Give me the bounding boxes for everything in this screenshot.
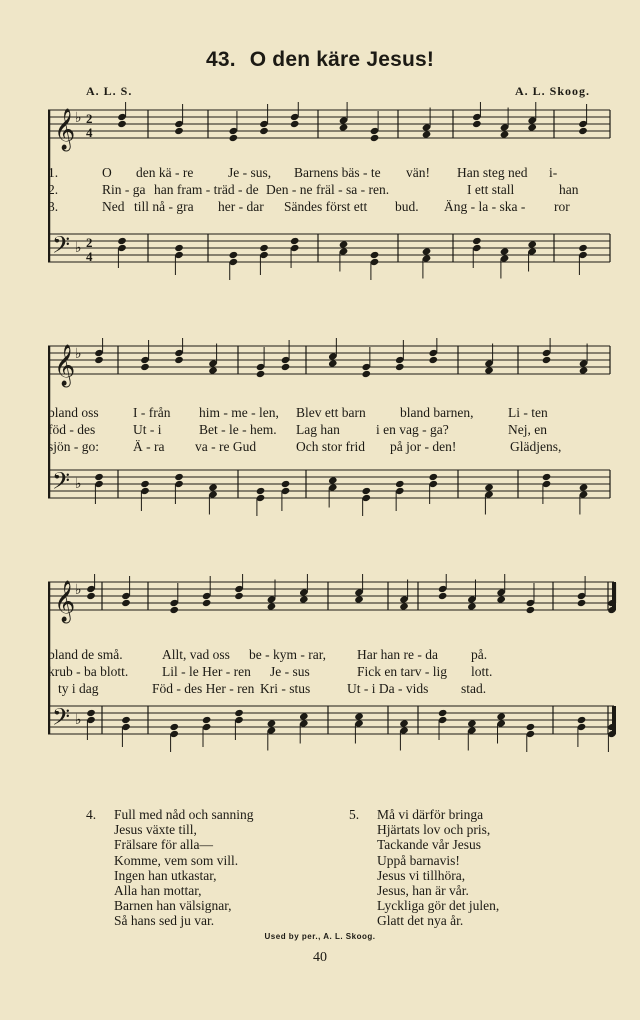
notehead bbox=[267, 602, 277, 610]
lyric-syllables: på jor - den! bbox=[390, 439, 457, 454]
stanza-line: Tackande vår Jesus bbox=[377, 837, 482, 853]
lyric-syllables: Barnens bäs - te bbox=[294, 165, 381, 180]
notehead bbox=[256, 487, 266, 495]
notehead bbox=[399, 602, 409, 610]
notehead bbox=[86, 592, 96, 600]
notehead bbox=[579, 366, 589, 374]
system-1-lyric-line-3 bbox=[48, 198, 618, 215]
notehead bbox=[229, 251, 239, 259]
notehead bbox=[467, 602, 477, 610]
lyric-syllables: Och stor frid bbox=[296, 439, 365, 454]
notehead bbox=[94, 356, 104, 364]
notehead bbox=[256, 370, 266, 378]
stanza-line: Barnen han välsignar, bbox=[114, 898, 232, 914]
system-2-lyric-line-1 bbox=[48, 404, 618, 421]
words-credit: A. L. S. bbox=[86, 84, 133, 98]
notehead bbox=[438, 592, 448, 600]
lyric-syllables: bland barnen, bbox=[400, 405, 474, 420]
lyric-syllables: Rin - ga bbox=[102, 182, 146, 197]
bass-clef-icon: 𝄢 bbox=[52, 231, 71, 264]
lyric-syllables: Har han re - da bbox=[357, 647, 438, 662]
stanza-line: Hjärtats lov och pris, bbox=[377, 822, 491, 838]
treble-clef-icon: 𝄞 bbox=[54, 109, 76, 150]
notehead bbox=[328, 476, 338, 484]
lyric-syllables: vän! bbox=[406, 165, 430, 180]
notehead bbox=[86, 709, 96, 717]
lyric-syllables: Ut - i Da - vids bbox=[347, 681, 429, 696]
hymn-title-text: O den käre Jesus! bbox=[249, 48, 435, 71]
lyric-syllables: bland oss bbox=[48, 405, 99, 420]
notehead bbox=[496, 712, 506, 720]
notehead bbox=[208, 483, 218, 491]
notehead bbox=[370, 134, 380, 142]
notehead bbox=[354, 712, 364, 720]
lyric-syllables: Lag han bbox=[296, 422, 340, 437]
lyric-syllables: föd - des bbox=[48, 422, 96, 437]
lyric-syllables: Sändes först ett bbox=[284, 199, 368, 214]
lyric-syllables: Föd - des Her - ren bbox=[152, 681, 255, 696]
lyric-syllables: Nej, en bbox=[508, 422, 547, 437]
lyric-syllables: him - me - len, bbox=[199, 405, 279, 420]
notehead bbox=[234, 709, 244, 717]
notehead bbox=[496, 595, 506, 603]
stanza-lines bbox=[377, 807, 617, 929]
lyric-syllables: Li - ten bbox=[508, 405, 548, 420]
notehead bbox=[169, 723, 179, 731]
notehead bbox=[299, 595, 309, 603]
stanza-lines bbox=[114, 807, 354, 929]
system-1-lyric-line-1 bbox=[48, 164, 618, 181]
notehead bbox=[542, 473, 552, 481]
lyric-syllables: på. bbox=[471, 647, 488, 662]
notehead bbox=[354, 595, 364, 603]
lyric-syllables: den kä - re bbox=[136, 165, 194, 180]
lyric-syllables: ror bbox=[554, 199, 570, 214]
treble-clef-icon: 𝄞 bbox=[54, 581, 76, 622]
notehead bbox=[281, 363, 291, 371]
stanza-number: 4. bbox=[86, 807, 97, 822]
stanza-4 bbox=[86, 807, 346, 937]
lyric-syllables: krub - ba blott. bbox=[48, 664, 129, 679]
notehead bbox=[395, 363, 405, 371]
lyric-syllables: Glädjens, bbox=[510, 439, 562, 454]
lyric-syllables: be - kym - rar, bbox=[249, 647, 327, 662]
usage-credit: Used by per., A. L. Skoog. bbox=[264, 932, 376, 941]
system-2-lyric-line-2 bbox=[48, 421, 618, 438]
lyric-syllables: Kri - stus bbox=[260, 681, 311, 696]
stanza-line: Jesus växte till, bbox=[114, 822, 197, 838]
notehead bbox=[542, 356, 552, 364]
stanza-line: Full med nåd och sanning bbox=[114, 807, 254, 822]
bass-clef-icon: 𝄢 bbox=[52, 703, 71, 736]
notehead bbox=[140, 480, 150, 488]
lyric-syllables: her - dar bbox=[218, 199, 264, 214]
time-signature-numerator: 2 bbox=[86, 235, 93, 250]
lyric-syllables: Bet - le - hem. bbox=[199, 422, 277, 437]
notehead bbox=[472, 120, 482, 128]
notehead bbox=[361, 370, 371, 378]
lyric-syllables: Äng - la - ska - bbox=[444, 199, 526, 214]
lyric-syllables: bland de små. bbox=[48, 647, 123, 662]
system-1-lyric-line-2 bbox=[48, 181, 618, 198]
time-signature-denominator: 4 bbox=[86, 249, 93, 264]
time-signature-denominator: 4 bbox=[86, 125, 93, 140]
notehead bbox=[428, 356, 438, 364]
lyric-syllables: Den - ne bbox=[266, 182, 313, 197]
verse-number: 3. bbox=[48, 199, 59, 214]
notehead bbox=[578, 244, 588, 252]
time-signature-numerator: 2 bbox=[86, 111, 93, 126]
system-3-lyric-line-2 bbox=[48, 663, 618, 680]
notehead bbox=[526, 606, 536, 614]
notehead bbox=[395, 480, 405, 488]
lyric-syllables: stad. bbox=[461, 681, 487, 696]
lyric-syllables: Ned bbox=[102, 199, 125, 214]
lyric-syllables: lott. bbox=[471, 664, 493, 679]
lyric-syllables: Han steg ned bbox=[457, 165, 528, 180]
notehead bbox=[290, 120, 300, 128]
stanza-line: Alla han mottar, bbox=[114, 883, 202, 899]
notehead bbox=[438, 709, 448, 717]
notehead bbox=[399, 719, 409, 727]
lyric-syllables: Blev ett barn bbox=[296, 405, 366, 420]
notehead bbox=[484, 366, 494, 374]
notehead bbox=[234, 592, 244, 600]
notehead bbox=[577, 599, 587, 607]
notehead bbox=[290, 237, 300, 245]
treble-clef-icon: 𝄞 bbox=[54, 345, 76, 386]
lyric-syllables: Allt, vad oss bbox=[162, 647, 230, 662]
notehead bbox=[578, 127, 588, 135]
notehead bbox=[174, 356, 184, 364]
notehead bbox=[117, 237, 127, 245]
lyric-syllables: sjön - go: bbox=[48, 439, 100, 454]
stanza-line: Jesus vi tillhöra, bbox=[377, 867, 466, 883]
system-2-lyric-line-3 bbox=[48, 438, 618, 455]
flat-icon: ♭ bbox=[75, 241, 82, 256]
notehead bbox=[174, 127, 184, 135]
stanza-number: 5. bbox=[349, 807, 360, 822]
lyric-syllables: i en vag - ga? bbox=[376, 422, 449, 437]
lyric-syllables: Je - sus, bbox=[228, 165, 272, 180]
notehead bbox=[467, 719, 477, 727]
notehead bbox=[140, 363, 150, 371]
notehead bbox=[361, 487, 371, 495]
lyric-syllables: Ä - ra bbox=[133, 439, 165, 454]
lyric-syllables: Fick en tarv - lig bbox=[357, 664, 447, 679]
verse-number: 2. bbox=[48, 182, 59, 197]
notehead bbox=[281, 480, 291, 488]
lyric-syllables: i- bbox=[549, 165, 558, 180]
lyric-syllables: Ut - i bbox=[133, 422, 162, 437]
notehead bbox=[267, 719, 277, 727]
flat-icon: ♭ bbox=[75, 347, 82, 362]
notehead bbox=[527, 240, 537, 248]
music-system-2 bbox=[48, 338, 618, 516]
notehead bbox=[500, 247, 510, 255]
notehead bbox=[484, 483, 494, 491]
notehead bbox=[299, 712, 309, 720]
notehead bbox=[174, 473, 184, 481]
hymn-number: 43. bbox=[205, 48, 236, 71]
notehead bbox=[500, 130, 510, 138]
lyric-syllables: fräl - sa - ren. bbox=[316, 182, 390, 197]
lyric-syllables: va - re Gud bbox=[195, 439, 257, 454]
notehead bbox=[527, 123, 537, 131]
lyric-syllables: I - från bbox=[133, 405, 171, 420]
lyric-syllables: han fram - träd - de bbox=[154, 182, 259, 197]
notehead bbox=[339, 240, 349, 248]
notehead bbox=[370, 251, 380, 259]
notehead bbox=[117, 120, 127, 128]
page-number: 40 bbox=[313, 950, 327, 965]
flat-icon: ♭ bbox=[75, 713, 82, 728]
notehead bbox=[202, 716, 212, 724]
stanza-line: Uppå barnavis! bbox=[377, 852, 460, 868]
notehead bbox=[422, 247, 432, 255]
lyric-syllables: ty i dag bbox=[58, 681, 99, 696]
flat-icon: ♭ bbox=[75, 477, 82, 492]
notehead bbox=[428, 473, 438, 481]
notehead bbox=[339, 123, 349, 131]
notehead bbox=[229, 134, 239, 142]
lyric-syllables bbox=[433, 181, 467, 198]
notehead bbox=[472, 237, 482, 245]
lyric-syllables: han bbox=[559, 182, 579, 197]
stanza-line: Så hans sed ju var. bbox=[114, 913, 215, 929]
music-system-3 bbox=[48, 574, 618, 752]
notehead bbox=[577, 716, 587, 724]
notehead bbox=[174, 244, 184, 252]
notehead bbox=[259, 127, 269, 135]
flat-icon: ♭ bbox=[75, 111, 82, 126]
notehead bbox=[579, 483, 589, 491]
system-3-lyric-line-3 bbox=[48, 680, 618, 697]
lyric-syllables: I ett stall bbox=[467, 182, 515, 197]
stanza-line: Må vi därför bringa bbox=[377, 807, 484, 822]
hymn-title bbox=[0, 48, 640, 72]
lyric-syllables: O bbox=[102, 165, 112, 180]
system-3-lyric-line-1 bbox=[48, 646, 618, 663]
stanza-line: Frälsare för alla— bbox=[114, 837, 213, 853]
notehead bbox=[94, 473, 104, 481]
bass-clef-icon: 𝄢 bbox=[52, 467, 71, 500]
lyric-syllables: till nå - gra bbox=[134, 199, 194, 214]
music-system-1 bbox=[48, 102, 618, 280]
music-credit: A. L. Skoog. bbox=[514, 84, 590, 98]
notehead bbox=[121, 599, 131, 607]
lyric-syllables: Je - sus bbox=[270, 664, 310, 679]
notehead bbox=[121, 716, 131, 724]
stanza-line: Komme, vem som vill. bbox=[114, 852, 239, 868]
notehead bbox=[328, 359, 338, 367]
notehead bbox=[259, 244, 269, 252]
stanza-line: Glatt det nya år. bbox=[377, 913, 464, 929]
notehead bbox=[208, 366, 218, 374]
lyric-syllables: Lil - le Her - ren bbox=[162, 664, 251, 679]
lyric-syllables: bud. bbox=[395, 199, 419, 214]
verse-number: 1. bbox=[48, 165, 59, 180]
notehead bbox=[169, 606, 179, 614]
notehead bbox=[422, 130, 432, 138]
stanza-line: Ingen han utkastar, bbox=[114, 867, 217, 883]
stanza-line: Lyckliga gör det julen, bbox=[377, 898, 500, 914]
stanza-line: Jesus, han är vår. bbox=[377, 883, 469, 899]
flat-icon: ♭ bbox=[75, 583, 82, 598]
notehead bbox=[526, 723, 536, 731]
stanza-5 bbox=[349, 807, 609, 937]
notehead bbox=[202, 599, 212, 607]
